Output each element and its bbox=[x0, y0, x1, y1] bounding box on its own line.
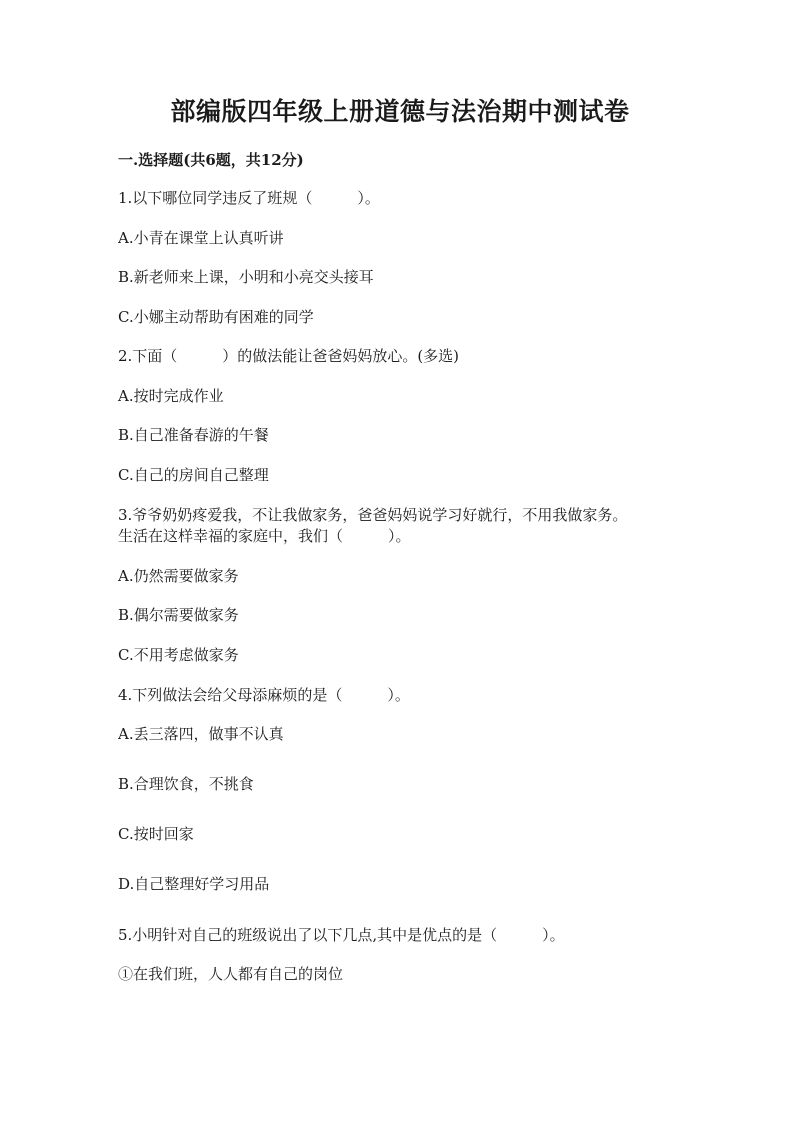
question-4-option-b: B.合理饮食，不挑食 bbox=[118, 775, 254, 793]
question-3-stem-line-2: 生活在这样幸福的家庭中，我们（ ）。 bbox=[118, 527, 411, 545]
question-3-option-a: A.仍然需要做家务 bbox=[118, 567, 239, 585]
question-1-stem: 1.以下哪位同学违反了班规（ ）。 bbox=[118, 189, 380, 207]
question-3-stem-line-1: 3.爷爷奶奶疼爱我，不让我做家务，爸爸妈妈说学习好就行，不用我做家务。 bbox=[118, 506, 628, 524]
question-1-option-c: C.小娜主动帮助有困难的同学 bbox=[118, 308, 314, 326]
question-3-option-b: B.偶尔需要做家务 bbox=[118, 606, 239, 624]
question-2-option-c: C.自己的房间自己整理 bbox=[118, 466, 269, 484]
question-2-option-b: B.自己准备春游的午餐 bbox=[118, 426, 269, 444]
question-1-option-b: B.新老师来上课，小明和小亮交头接耳 bbox=[118, 268, 374, 286]
question-3-option-c: C.不用考虑做家务 bbox=[118, 646, 239, 664]
question-4-option-d: D.自己整理好学习用品 bbox=[118, 875, 270, 893]
question-1-option-a: A.小青在课堂上认真听讲 bbox=[118, 229, 284, 247]
question-5-stem: 5.小明针对自己的班级说出了以下几点,其中是优点的是（ ）。 bbox=[118, 926, 565, 944]
section-heading: 一.选择题(共6题，共12分) bbox=[118, 151, 304, 169]
question-2-option-a: A.按时完成作业 bbox=[118, 387, 224, 405]
question-4-option-c: C.按时回家 bbox=[118, 825, 194, 843]
question-4-option-a: A.丢三落四，做事不认真 bbox=[118, 725, 284, 743]
question-4-stem: 4.下列做法会给父母添麻烦的是（ ）。 bbox=[118, 686, 410, 704]
question-5-item-1: ①在我们班，人人都有自己的岗位 bbox=[118, 965, 344, 983]
page-title: 部编版四年级上册道德与法治期中测试卷 bbox=[170, 97, 630, 126]
question-2-stem: 2.下面（ ）的做法能让爸爸妈妈放心。(多选) bbox=[118, 347, 460, 365]
